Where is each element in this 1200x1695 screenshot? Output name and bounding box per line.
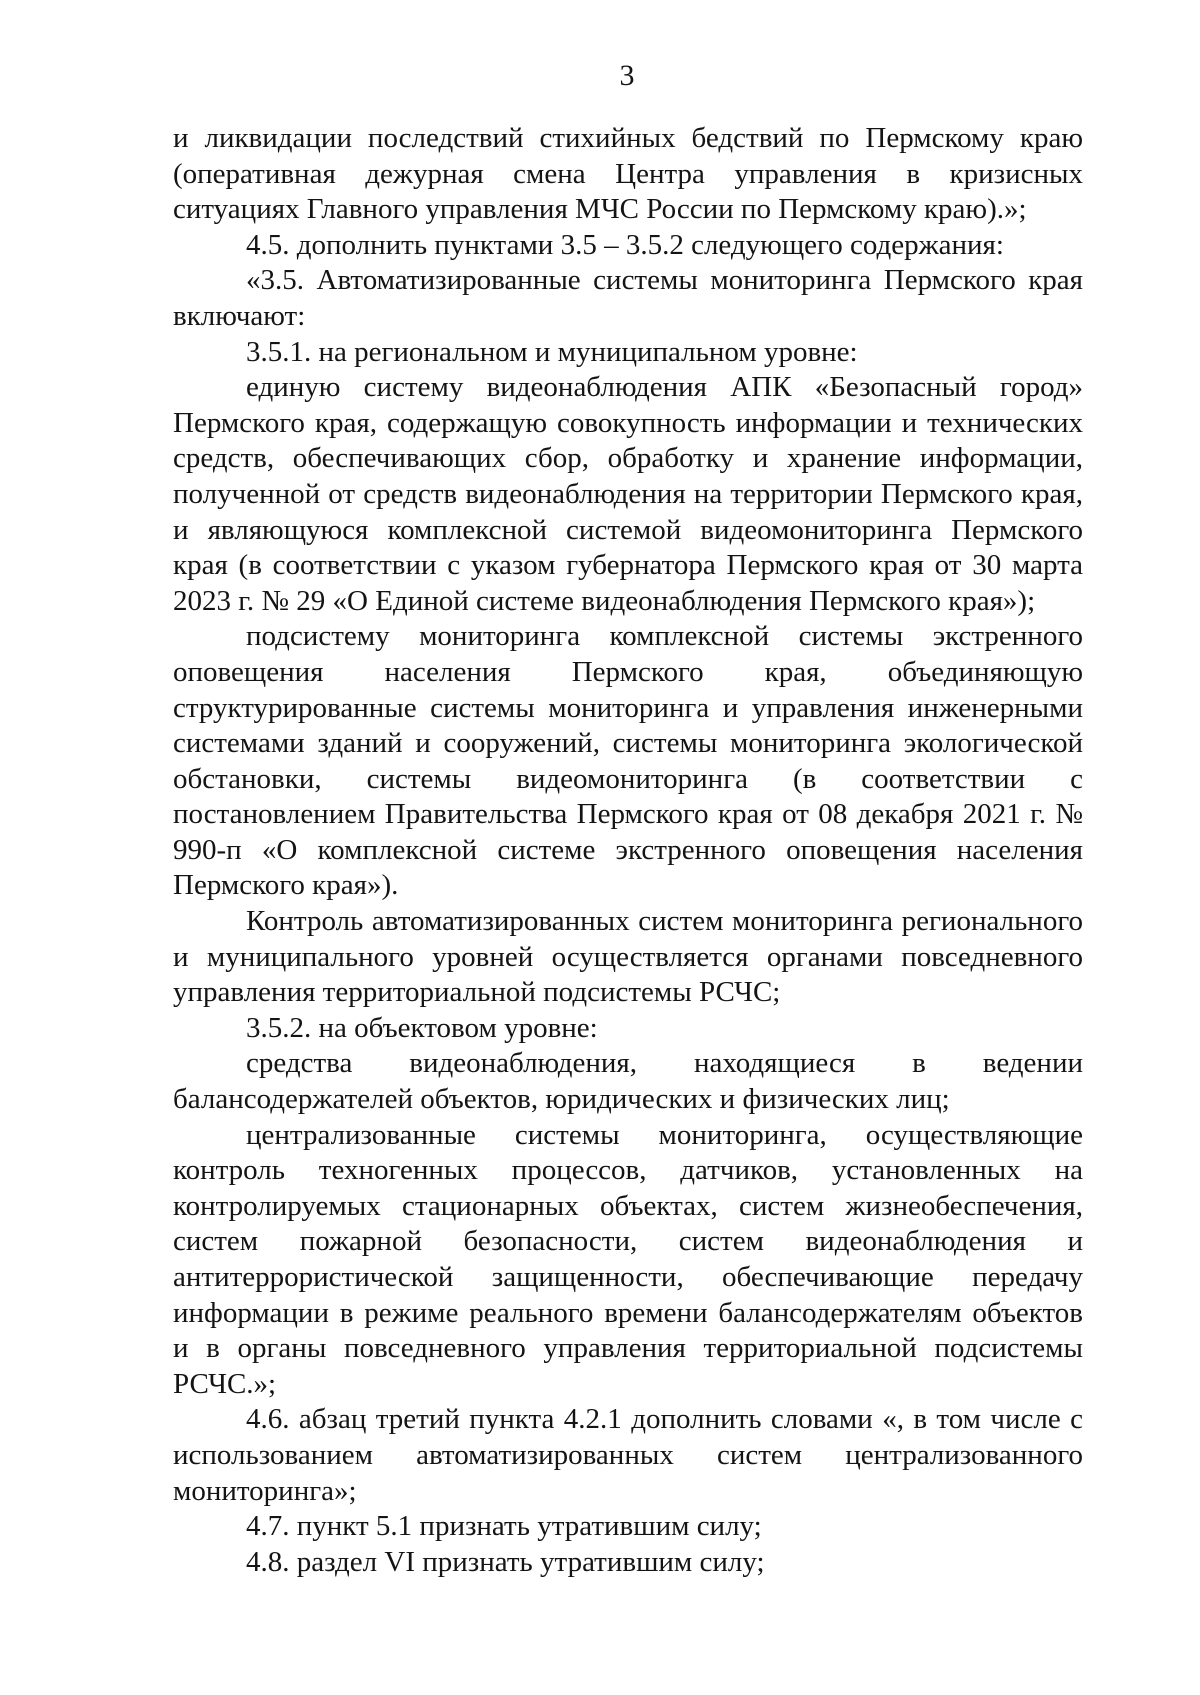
paragraph-centralized-systems: централизованные системы мониторинга, осуществляющие контроль техногенных процессов, датчиков, установленных на контролируемых стационарных объектах, систем жизнеобеспечения, систем пожарной безопасности, систем видеонаблюдения и антитеррористической защищенности, обеспечивающие передачу информации в режиме реального времени балансодержателям объектов и в органы повседневного управления территориальной подсистемы РСЧС.»; [173, 1118, 1083, 1400]
document-body [173, 121, 1083, 1580]
paragraph-video-means: средства видеонаблюдения, находящиеся в ведении балансодержателей объектов, юридических и физических лиц; [173, 1047, 1083, 1116]
paragraph-item-4-6: 4.6. абзац третий пункта 4.2.1 дополнить словами «, в том числе с использованием автоматизированных систем централизованного мониторинга»; [173, 1403, 1083, 1507]
paragraph-monitoring-control: Контроль автоматизированных систем мониторинга регионального и муниципального уровней осуществляется органами повседневного управления территориальной подсистемы РСЧС; [173, 905, 1083, 1009]
paragraph-item-4-5: 4.5. дополнить пунктами 3.5 – 3.5.2 следующего содержания: [246, 228, 1004, 261]
paragraph-video-surveillance-system: единую систему видеонаблюдения АПК «Безопасный город» Пермского края, содержащую совокупность информации и технических средств, обеспечивающих сбор, обработку и хранение информации, полученной от средств видеонаблюдения на территории Пермского края, и являющуюся комплексной системой видеомониторинга Пермского края (в соответствии с указом губернатора Пермского края от 30 марта 2023 г. № 29 «О Единой системе видеонаблюдения Пермского края»); [173, 371, 1083, 617]
paragraph-item-3-5-1: 3.5.1. на региональном и муниципальном уровне: [246, 335, 858, 368]
paragraph-monitoring-subsystem: подсистему мониторинга комплексной системы экстренного оповещения населения Пермского края, объединяющую структурированные системы мониторинга и управления инженерными системами зданий и сооружений, системы мониторинга экологической обстановки, системы видеомониторинга (в соответствии с постановлением Правительства Пермского края от 08 декабря 2021 г. № 990-п «О комплексной системе экстренного оповещения населения Пермского края»). [173, 620, 1083, 902]
paragraph-item-4-8: 4.8. раздел VI признать утратившим силу; [246, 1545, 765, 1578]
paragraph-item-4-7: 4.7. пункт 5.1 признать утратившим силу; [246, 1510, 762, 1543]
paragraph-continuation: и ликвидации последствий стихийных бедствий по Пермскому краю (оперативная дежурная смена Центра управления в кризисных ситуациях Главного управления МЧС России по Пермскому краю).»; [173, 122, 1083, 226]
paragraph-item-3-5: «3.5. Автоматизированные системы мониторинга Пермского края включают: [173, 264, 1083, 332]
paragraph-item-3-5-2: 3.5.2. на объектовом уровне: [246, 1011, 598, 1044]
page-number: 3 [619, 59, 635, 92]
